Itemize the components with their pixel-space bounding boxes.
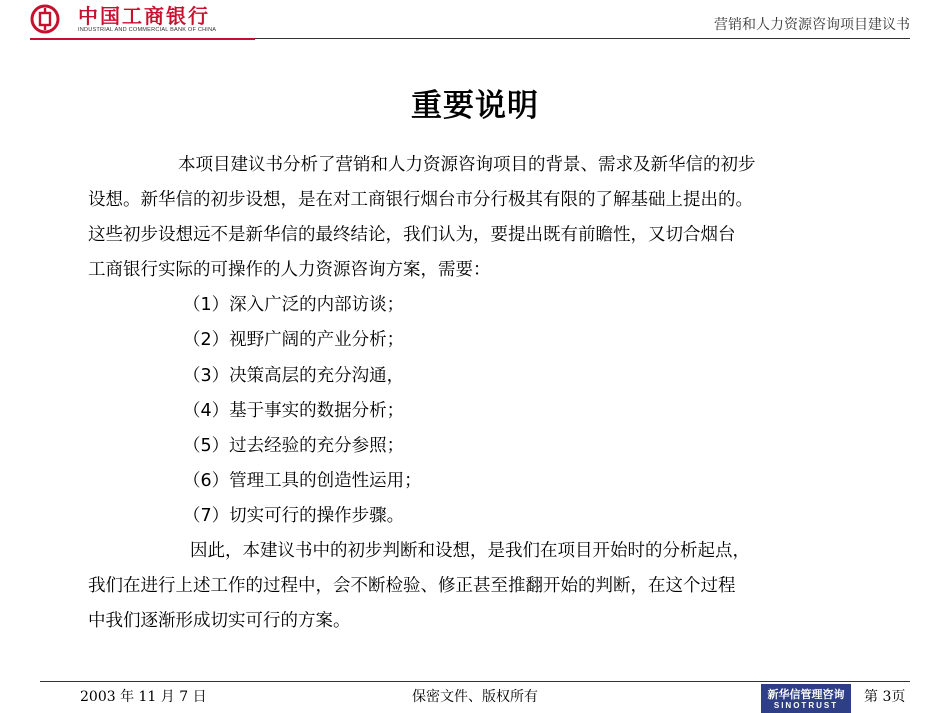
header-accent-divider <box>30 38 255 40</box>
document-title: 营销和人力资源咨询项目建议书 <box>714 17 910 33</box>
paragraph-line: 这些初步设想远不是新华信的最终结论，我们认为，要提出既有前瞻性，又切合烟台 <box>88 225 736 246</box>
list-item: （6）管理工具的创造性运用； <box>183 470 422 491</box>
list-item: （3）决策高层的充分沟通， <box>183 365 405 386</box>
paragraph-line: 因此，本建议书中的初步判断和设想，是我们在项目开始时的分析起点， <box>190 541 750 562</box>
footer-divider <box>40 681 910 682</box>
paragraph-line: 本项目建议书分析了营销和人力资源咨询项目的背景、需求及新华信的初步 <box>178 155 756 175</box>
footer-date: 2003 年 11 月 7 日 <box>80 689 207 705</box>
footer-confidential-notice: 保密文件、版权所有 <box>412 689 538 705</box>
page-title: 重要说明 <box>411 88 539 124</box>
sinotrust-logo-cn: 新华信管理咨询 <box>767 688 845 701</box>
paragraph-line: 我们在进行上述工作的过程中，会不断检验、修正甚至推翻开始的判断，在这个过程 <box>88 576 736 597</box>
list-item: （7）切实可行的操作步骤。 <box>183 505 405 526</box>
icbc-logo-icon <box>30 4 60 34</box>
bank-name-en: INDUSTRIAL AND COMMERCIAL BANK OF CHINA <box>78 27 217 33</box>
sinotrust-logo <box>761 684 851 713</box>
list-item: （5）过去经验的充分参照； <box>183 435 405 456</box>
sinotrust-logo-en: SINOTRUST <box>773 701 839 710</box>
paragraph-line: 工商银行实际的可操作的人力资源咨询方案，需要： <box>88 260 491 281</box>
main-content <box>88 148 898 639</box>
bank-name-cn: 中国工商银行 <box>78 4 210 28</box>
list-item: （1）深入广泛的内部访谈； <box>183 295 405 316</box>
page-number: 第 3页 <box>864 689 906 705</box>
list-item: （4）基于事实的数据分析； <box>183 400 405 421</box>
list-item: （2）视野广阔的产业分析； <box>183 330 405 351</box>
paragraph-line: 中我们逐渐形成切实可行的方案。 <box>88 611 351 632</box>
paragraph-line: 设想。新华信的初步设想，是在对工商银行烟台市分行极其有限的了解基础上提出的。 <box>88 190 753 211</box>
